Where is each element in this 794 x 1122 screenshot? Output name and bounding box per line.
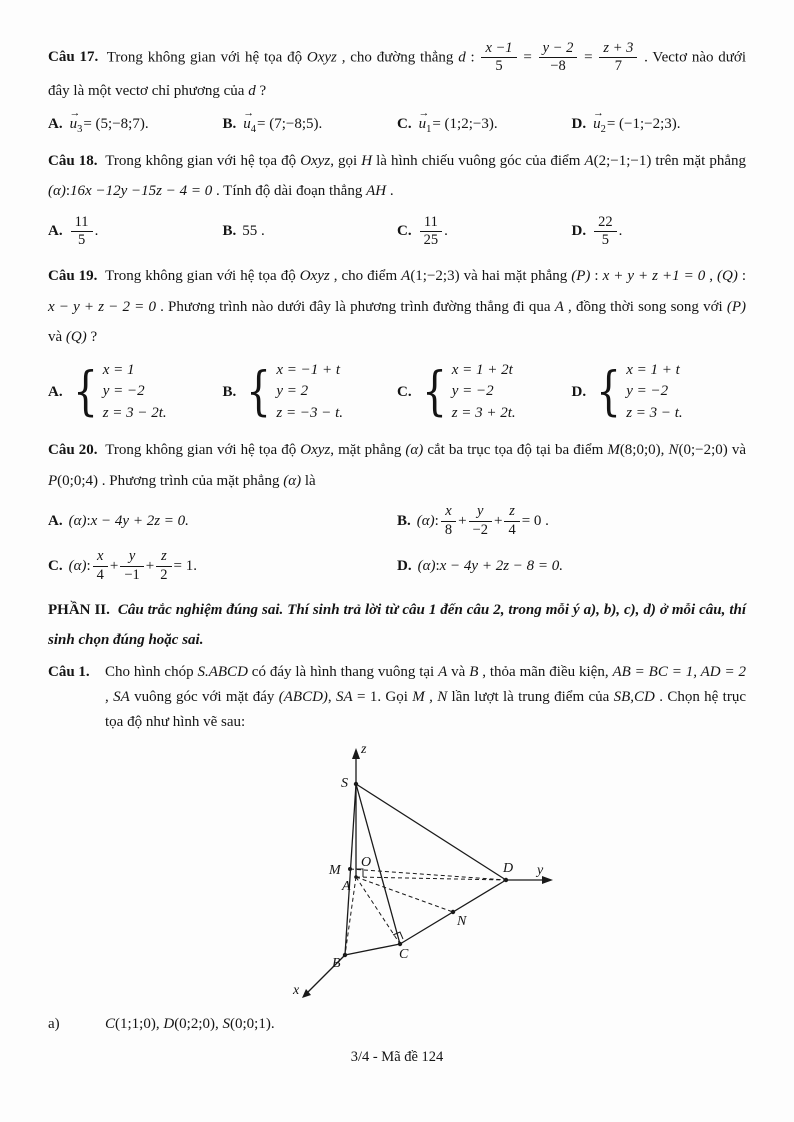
answer-option-b: [223, 223, 398, 240]
pyramid-figure-svg: [273, 737, 573, 1005]
answer-option-a: [48, 106, 223, 135]
label-s: S: [341, 776, 348, 792]
fraction-numerator: z + 3: [599, 40, 637, 58]
text-run: Cho hình chóp: [105, 664, 198, 681]
arrowhead-z: [352, 748, 360, 759]
math-inline: SA: [336, 688, 353, 705]
fraction: [156, 548, 171, 584]
math-inline: x + y + z +1 = 0: [602, 267, 706, 284]
text-run: :: [65, 183, 71, 200]
text-run: = (7;−8;5).: [257, 115, 323, 132]
math-inline: (ABCD): [278, 688, 328, 705]
text-run: . Tính độ dài đoạn thẳng: [212, 183, 367, 200]
system-line: y = −2: [102, 383, 145, 400]
dot-b: [343, 953, 347, 957]
dot-s: [354, 782, 358, 786]
option-key: A.: [48, 115, 63, 132]
system-line: y = 2: [276, 383, 309, 400]
text-run: (1;−2;3) và hai mặt phẳng: [410, 267, 572, 284]
answer-option-d: [572, 360, 747, 424]
dot-c: [398, 942, 402, 946]
math-inline: S.ABCD: [197, 664, 248, 681]
question-text: [48, 660, 746, 734]
math-inline: (α): [68, 512, 87, 529]
label-m: M: [329, 863, 341, 879]
text-run: , cho đường thẳng: [336, 49, 459, 66]
dot-d: [504, 878, 508, 882]
question-label: Câu 18.: [48, 152, 98, 169]
option-key: C.: [48, 557, 63, 574]
text-run: Trong không gian với hệ tọa độ: [102, 49, 307, 66]
text-run: vuông góc với mặt đáy: [129, 688, 279, 705]
question-label: PHẦN II.: [48, 602, 110, 619]
label-z: z: [361, 742, 367, 758]
vector-base: u: [243, 115, 251, 132]
option-key: A.: [48, 512, 63, 529]
text-run: .: [94, 223, 99, 240]
text-run: (0;−2;0) và: [678, 441, 746, 458]
fraction: [420, 214, 443, 250]
fraction-denominator: 8: [444, 521, 453, 538]
text-run: cắt ba trục tọa độ tại ba điểm: [423, 441, 608, 458]
text-run: (0;0;4) . Phương trình của mặt phẳng: [57, 472, 284, 489]
text-run: , đồng thời song song với: [563, 298, 727, 315]
text-run: :: [86, 512, 91, 529]
text-run: = 1. Gọi: [352, 688, 413, 705]
text-run: . Phương trình nào dưới đây là phương trình đường thẳng đi qua: [155, 298, 555, 315]
system-lines: [452, 360, 516, 424]
fraction: [599, 40, 637, 76]
fraction-numerator: y: [469, 503, 492, 521]
label-y: y: [537, 863, 544, 879]
text-run: ,: [105, 688, 114, 705]
math-inline: (α): [48, 183, 66, 200]
edge-a-n: [356, 877, 453, 912]
question-label: Câu 17.: [48, 49, 99, 66]
vector-arrow-icon: →: [593, 106, 603, 119]
text-run: Trong không gian với hệ tọa độ: [101, 441, 301, 458]
math-inline: AH: [366, 183, 387, 200]
equation-system: [242, 360, 343, 424]
text-run: là: [301, 472, 316, 489]
text-run: , gọi: [330, 152, 362, 169]
fraction: [469, 503, 492, 539]
sub-items-section: [48, 1012, 746, 1037]
math-inline: (Q): [65, 329, 87, 346]
fraction: [594, 214, 617, 250]
fraction-denominator: −8: [550, 58, 566, 75]
fraction: [504, 503, 519, 539]
option-key: D.: [571, 383, 587, 400]
vector-subscript: 4: [250, 123, 257, 135]
text-run: = (1;2;−3).: [432, 115, 498, 132]
question-text: [48, 146, 746, 208]
question-text: [48, 40, 746, 107]
text-run: (2;−1;−1) trên mặt phẳng: [593, 152, 746, 169]
math-inline: (P): [571, 267, 591, 284]
fraction-denominator: 5: [495, 58, 503, 75]
label-a: A: [342, 879, 351, 895]
option-key: B.: [222, 223, 237, 240]
math-inline: (Q): [717, 267, 738, 284]
text-run: (1;1;0),: [115, 1016, 164, 1033]
equation-system: [592, 360, 683, 424]
fraction: [539, 40, 578, 76]
dot-m: [348, 867, 352, 871]
fraction-denominator: 2: [160, 566, 168, 583]
text-run: . Chọn hệ trục tọa độ như hình vẽ sau:: [105, 688, 746, 730]
text-run: và: [447, 664, 470, 681]
text-run: ?: [255, 82, 267, 99]
question-ii-1: [48, 660, 746, 734]
text-run: =: [518, 49, 537, 66]
figure-labels: [292, 742, 544, 998]
math-inline: (α): [416, 512, 435, 529]
answer-option-c: [397, 106, 572, 135]
fraction-numerator: 11: [71, 214, 93, 232]
question-text: [48, 435, 746, 497]
option-key: D.: [571, 115, 587, 132]
math-inline: Oxyz: [306, 49, 337, 66]
text-run: =: [579, 49, 598, 66]
text-run: (0;2;0),: [174, 1016, 223, 1033]
fraction: [120, 548, 143, 584]
math-inline: A: [554, 298, 564, 315]
question-label: Câu 19.: [48, 267, 98, 284]
answer-option-d: [572, 214, 747, 250]
vector-symbol: [69, 106, 83, 135]
math-inline: Oxyz: [300, 152, 331, 169]
fraction-numerator: x: [93, 548, 108, 566]
text-run: :: [435, 557, 440, 574]
math-inline: d: [458, 49, 466, 66]
answer-option-c: [397, 214, 572, 250]
system-brace: {: [421, 361, 447, 422]
math-inline: N: [668, 441, 679, 458]
system-lines: [626, 360, 683, 424]
text-run: = (5;−8;7).: [83, 115, 149, 132]
question-17: [48, 40, 746, 135]
text-run: :: [465, 49, 480, 66]
question-20: [48, 435, 746, 584]
pyramid-coordinate-figure: [273, 737, 573, 1010]
system-line: z = 3 − 2t.: [102, 404, 167, 421]
fraction-denominator: 25: [423, 232, 439, 249]
fraction-numerator: x −1: [481, 40, 516, 58]
question-19: [48, 261, 746, 424]
system-lines: [276, 360, 343, 424]
system-line: x = 1 + 2t: [451, 362, 513, 379]
text-run: = 1.: [173, 557, 197, 574]
answer-option-a: [48, 214, 223, 250]
text-run: +: [145, 557, 155, 574]
text-run: .: [386, 183, 394, 200]
question-text: [48, 261, 746, 353]
answer-options: [48, 214, 746, 250]
question-text: [48, 595, 746, 655]
equation-system: [69, 360, 167, 424]
text-run: +: [493, 512, 503, 529]
vector-arrow-icon: →: [418, 106, 429, 119]
label-d: D: [503, 861, 514, 877]
option-key: A.: [48, 223, 63, 240]
option-key: B.: [222, 383, 237, 400]
answer-option-b: [397, 503, 746, 539]
fraction: [71, 214, 93, 250]
edge-a-c: [356, 877, 400, 944]
question-label: a): [48, 1016, 60, 1033]
text-run: .: [444, 223, 448, 240]
math-inline: M: [607, 441, 620, 458]
text-run: , cho điểm: [329, 267, 402, 284]
fraction-denominator: 5: [77, 232, 86, 249]
vector-symbol: [418, 106, 432, 135]
answer-option-c: [48, 548, 397, 584]
answer-option-a: [48, 513, 397, 530]
question-text: [48, 1012, 746, 1037]
math-inline: C: [105, 1016, 116, 1033]
vector-subscript: 1: [426, 123, 432, 135]
label-o: O: [361, 855, 372, 871]
system-brace: {: [72, 361, 98, 422]
text-run: ?: [86, 329, 98, 346]
math-inline: SA: [113, 688, 130, 705]
fraction-numerator: 11: [420, 214, 443, 232]
text-run: (0;0;1).: [230, 1016, 275, 1033]
edge-b-c: [345, 944, 400, 955]
vector-arrow-icon: →: [243, 106, 254, 119]
fraction-numerator: y − 2: [539, 40, 578, 58]
vector-arrow-icon: →: [69, 106, 80, 119]
math-inline: d: [248, 82, 256, 99]
system-line: z = 3 − t.: [626, 404, 683, 421]
system-line: z = 3 + 2t.: [451, 404, 516, 421]
text-run: .: [618, 223, 623, 240]
text-run: :: [434, 512, 439, 529]
answer-options: [48, 106, 746, 135]
text-run: :: [590, 267, 603, 284]
fraction: [441, 503, 456, 539]
option-key: A.: [48, 383, 63, 400]
fraction: [481, 40, 516, 76]
math-inline: x − y + z − 2 = 0: [48, 298, 156, 315]
part-2-heading: [48, 595, 746, 655]
sub-item-a: [48, 1012, 746, 1037]
system-line: y = −2: [626, 383, 669, 400]
math-inline: A: [438, 664, 448, 681]
question-label: Câu 20.: [48, 441, 98, 458]
label-n: N: [457, 914, 467, 930]
math-inline: x − 4y + 2z = 0.: [90, 512, 189, 529]
math-inline: P: [48, 472, 58, 489]
arrowhead-y: [542, 876, 553, 884]
text-run: , mặt phẳng: [330, 441, 406, 458]
math-inline: Oxyz: [300, 441, 331, 458]
math-inline: (α): [417, 557, 436, 574]
vector-subscript: 3: [77, 123, 83, 135]
answer-option-c: [397, 360, 572, 424]
label-c: C: [399, 947, 409, 963]
bold-italic-run: Câu trắc nghiệm đúng sai. Thí sinh trả lời từ câu 1 đến câu 2, trong mỗi ý a), b), c), d) ở mỗi câu, thí sinh chọn đúng hoặc sai.: [48, 602, 746, 649]
vector-base: u: [418, 115, 427, 132]
math-inline: S: [222, 1016, 231, 1033]
math-inline: (α): [405, 441, 424, 458]
math-inline: A: [401, 267, 411, 284]
system-lines: [103, 360, 167, 424]
fraction: [93, 548, 108, 584]
equation-system: [418, 360, 516, 424]
math-inline: M , N: [412, 688, 448, 705]
vector-subscript: 2: [600, 123, 606, 135]
math-inline: D: [163, 1016, 175, 1033]
answer-option-d: [397, 558, 746, 575]
fraction-numerator: y: [120, 548, 143, 566]
answer-options: [48, 503, 746, 584]
label-b: B: [332, 956, 341, 972]
math-inline: (α): [283, 472, 302, 489]
fraction-numerator: 22: [594, 214, 617, 232]
page-footer: 3/4 - Mã đề 124: [350, 1049, 444, 1066]
text-run: có đáy là hình thang vuông tại: [247, 664, 439, 681]
text-run: , thỏa mãn điều kiện,: [478, 664, 613, 681]
fraction-denominator: −2: [472, 521, 488, 538]
math-inline: A: [584, 152, 594, 169]
system-line: y = −2: [451, 383, 494, 400]
text-run: ,: [705, 267, 717, 284]
answer-option-b: [222, 106, 398, 135]
hidden-edges: [345, 869, 506, 955]
math-inline: SB,CD: [613, 688, 655, 705]
option-key: D.: [571, 223, 587, 240]
fraction-denominator: 4: [96, 566, 104, 583]
text-run: . Vectơ nào dưới đây là một vectơ chỉ phương của: [48, 49, 747, 99]
option-key: C.: [397, 383, 412, 400]
vector-base: u: [593, 115, 601, 132]
text-run: và: [48, 329, 66, 346]
math-inline: (P): [726, 298, 746, 315]
text-run: :: [737, 267, 746, 284]
questions-section: [48, 40, 746, 734]
question-label: Câu 1.: [48, 664, 90, 681]
fraction-denominator: 7: [614, 58, 623, 75]
text-run: (8;0;0),: [619, 441, 669, 458]
question-18: [48, 146, 746, 250]
math-inline: AB = BC = 1, AD = 2: [612, 664, 746, 681]
math-inline: x − 4y + 2z − 8 = 0.: [439, 557, 564, 574]
math-inline: 16x −12y −15z − 4 = 0: [70, 183, 213, 200]
system-line: z = −3 − t.: [276, 404, 343, 421]
text-run: ,: [327, 688, 336, 705]
math-inline: B: [469, 664, 479, 681]
vector-symbol: [593, 106, 606, 135]
vector-base: u: [69, 115, 78, 132]
text-run: lần lượt là trung điểm của: [447, 688, 614, 705]
math-inline: Oxyz: [299, 267, 330, 284]
text-run: Trong không gian với hệ tọa độ: [101, 152, 301, 169]
text-run: +: [109, 557, 119, 574]
text-run: Trong không gian với hệ tọa độ: [101, 267, 300, 284]
math-inline: H: [361, 152, 373, 169]
text-run: :: [86, 557, 91, 574]
text-run: là hình chiếu vuông góc của điểm: [372, 152, 585, 169]
label-x: x: [293, 983, 300, 999]
system-brace: {: [596, 361, 622, 422]
option-key: D.: [397, 557, 412, 574]
text-run: +: [458, 512, 467, 529]
text-run: = (−1;−2;3).: [606, 115, 681, 132]
answer-option-d: [571, 106, 747, 135]
math-inline: (α): [68, 557, 87, 574]
option-key: B.: [397, 512, 411, 529]
system-brace: {: [246, 361, 272, 422]
answer-option-b: [223, 360, 398, 424]
option-key: B.: [222, 115, 237, 132]
fraction-numerator: x: [441, 503, 456, 521]
fraction-denominator: 5: [601, 232, 609, 249]
fraction-denominator: 4: [508, 521, 516, 538]
option-key: C.: [397, 223, 412, 240]
answer-option-a: [48, 360, 223, 424]
fraction-numerator: z: [156, 548, 171, 566]
text-run: 55 .: [242, 223, 265, 240]
dot-n: [451, 910, 455, 914]
option-key: C.: [397, 115, 412, 132]
fraction-denominator: −1: [124, 566, 140, 583]
system-line: x = 1: [102, 362, 135, 379]
system-line: x = −1 + t: [276, 362, 341, 379]
dot-a: [354, 875, 358, 879]
answer-options: [48, 360, 746, 424]
text-run: = 0 .: [521, 512, 549, 529]
vector-symbol: [243, 106, 257, 135]
fraction-numerator: z: [504, 503, 519, 521]
system-line: x = 1 + t: [626, 362, 680, 379]
